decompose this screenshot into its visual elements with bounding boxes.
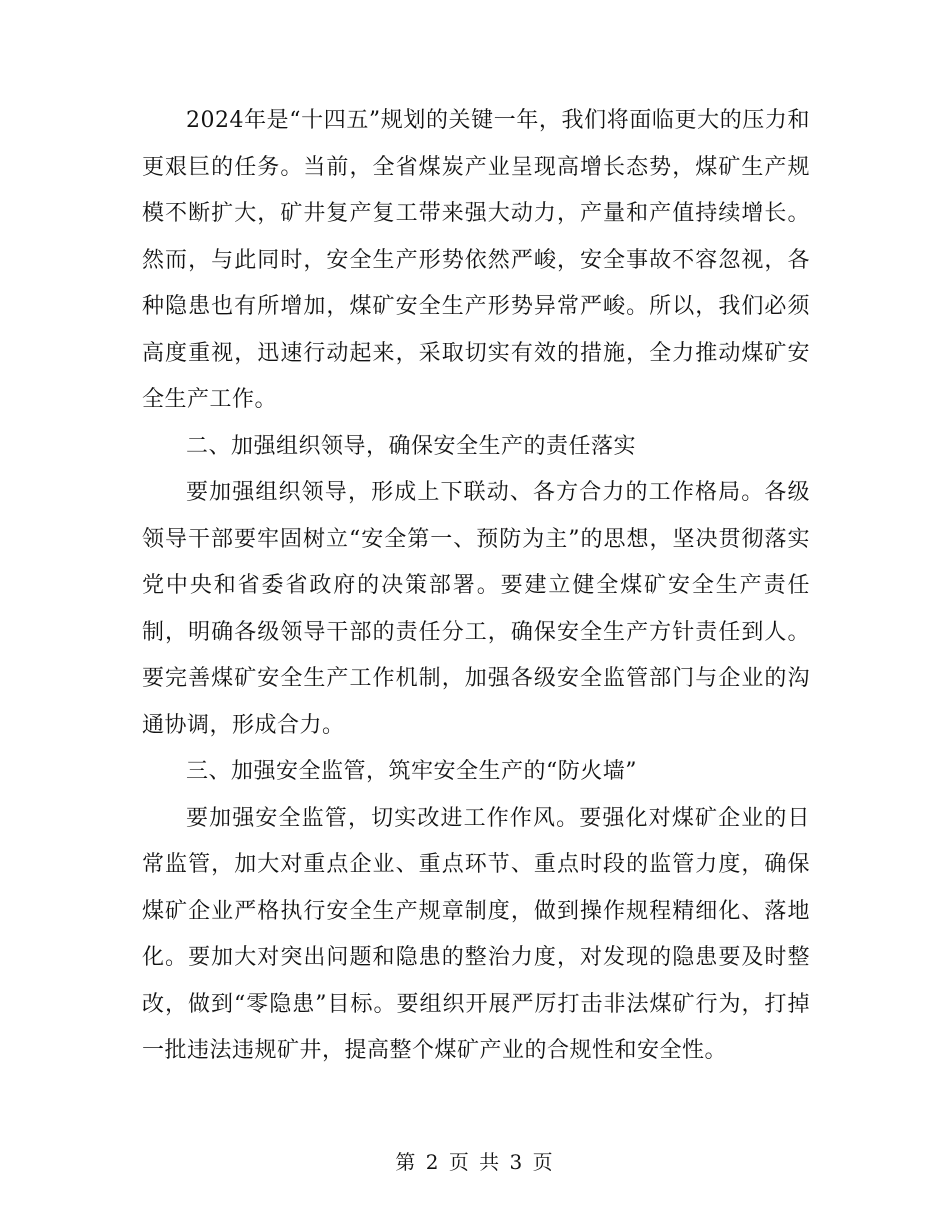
document-body	[142, 98, 810, 1075]
intro-paragraph: 2024年是“十四五”规划的关键一年，我们将面临更大的压力和更艰巨的任务。当前，全省煤炭产业呈现高增长态势，煤矿生产规模不断扩大，矿井复产复工带来强大动力，产量和产值持续增长。然而，与此同时，安全生产形势依然严峻，安全事故不容忽视，各种隐患也有所增加，煤矿安全生产形势异常严峻。所以，我们必须高度重视，迅速行动起来，采取切实有效的措施，全力推动煤矿安全生产工作。	[142, 108, 810, 412]
section-heading-2: 二、加强组织领导，确保安全生产的责任落实	[186, 433, 637, 459]
section-2-paragraph: 要加强组织领导，形成上下联动、各方合力的工作格局。各级领导干部要牢固树立“安全第一、预防为主”的思想，坚决贯彻落实党中央和省委省政府的决策部署。要建立健全煤矿安全生产责任制，明确各级领导干部的责任分工，确保安全生产方针责任到人。要完善煤矿安全生产工作机制，加强各级安全监管部门与企业的沟通协调，形成合力。	[142, 480, 810, 738]
section-3-paragraph: 要加强安全监管，切实改进工作作风。要强化对煤矿企业的日常监管，加大对重点企业、重点环节、重点时段的监管力度，确保煤矿企业严格执行安全生产规章制度，做到操作规程精细化、落地化。要加大对突出问题和隐患的整治力度，对发现的隐患要及时整改，做到“零隐患”目标。要组织开展严厉打击非法煤矿行为，打掉一批违法违规矿井，提高整个煤矿产业的合规性和安全性。	[142, 805, 810, 1063]
section-heading-3: 三、加强安全监管，筑牢安全生产的“防火墙”	[186, 759, 637, 784]
page-number-footer: 第 2 页 共 3 页	[395, 1150, 555, 1174]
